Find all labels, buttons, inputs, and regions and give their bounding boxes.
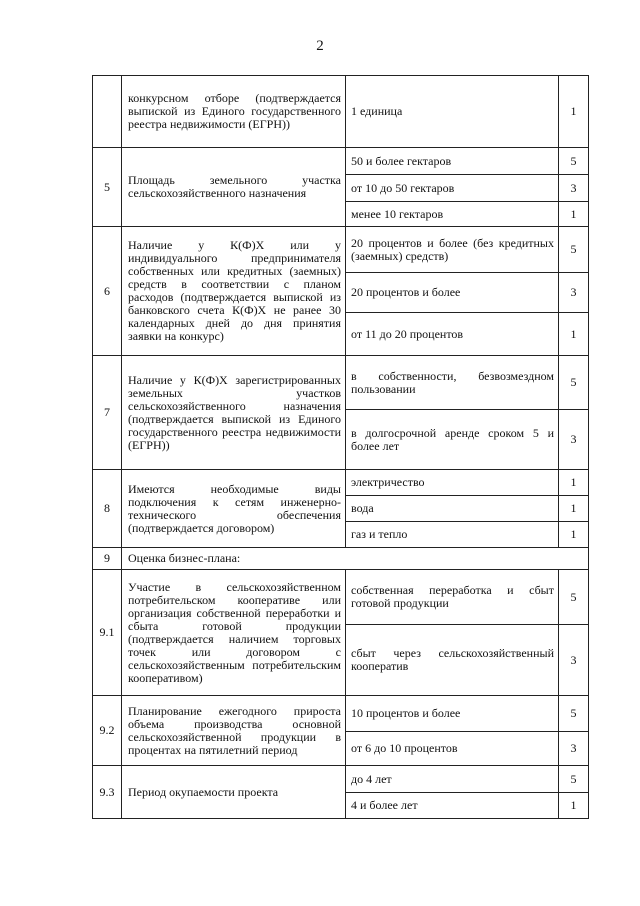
criterion-text: Имеются необходимые виды подключения к сетям инженерно-технического обеспечения (подтверждается договором)	[122, 470, 346, 548]
score-value: 1	[559, 522, 589, 548]
score-value: 1	[559, 496, 589, 522]
table-row	[93, 570, 589, 625]
score-value: 1	[559, 313, 589, 356]
row-number: 9.2	[93, 696, 122, 766]
criterion-text: Планирование ежегодного прироста объема производства основной сельскохозяйственной продукции в процентах на пятилетний период	[122, 696, 346, 766]
condition-text: 10 процентов и более	[346, 696, 559, 732]
score-value: 1	[559, 793, 589, 819]
score-value: 3	[559, 273, 589, 313]
criteria-table-body	[93, 76, 589, 819]
criterion-text: Наличие у К(Ф)Х зарегистрированных земельных участков сельскохозяйственного назначения (подтверждается выпиской из Единого государственного реестра недвижимости (ЕГРН))	[122, 356, 346, 470]
condition-text: 4 и более лет	[346, 793, 559, 819]
criteria-table	[92, 75, 589, 819]
condition-text: в собственности, безвозмездном пользовании	[346, 356, 559, 410]
row-number: 9.1	[93, 570, 122, 696]
table-row	[93, 356, 589, 410]
score-value: 1	[559, 470, 589, 496]
criterion-text: Участие в сельскохозяйственном потребительском кооперативе или организация собственной переработки и сбыта готовой продукции (подтверждается наличием торговых точек или договором с сельскохозяйственным потребительским кооперативом)	[122, 570, 346, 696]
score-value: 5	[559, 766, 589, 793]
score-value: 5	[559, 696, 589, 732]
score-value: 3	[559, 175, 589, 202]
score-value: 1	[559, 202, 589, 227]
condition-text: 20 процентов и более	[346, 273, 559, 313]
condition-text: 1 единица	[346, 76, 559, 148]
condition-text: до 4 лет	[346, 766, 559, 793]
score-value: 5	[559, 356, 589, 410]
table-row	[93, 696, 589, 732]
criterion-text: Наличие у К(Ф)Х или у индивидуального предпринимателя собственных или кредитных (заемных) средств в соответствии с планом расходов (подтверждается выпиской из банковского счета К(Ф)Х не ранее 30 календарных дней до дня принятия заявки на конкурс)	[122, 227, 346, 356]
score-value: 3	[559, 732, 589, 766]
row-number: 5	[93, 148, 122, 227]
row-number: 8	[93, 470, 122, 548]
table-row	[93, 470, 589, 496]
page-number: 2	[316, 38, 324, 54]
row-number: 9	[93, 548, 122, 570]
row-number: 7	[93, 356, 122, 470]
score-value: 3	[559, 410, 589, 470]
row-number	[93, 76, 122, 148]
score-value: 5	[559, 570, 589, 625]
score-value: 5	[559, 148, 589, 175]
score-value: 1	[559, 76, 589, 148]
condition-text: от 11 до 20 процентов	[346, 313, 559, 356]
score-value: 3	[559, 625, 589, 696]
row-number: 9.3	[93, 766, 122, 819]
condition-text: газ и тепло	[346, 522, 559, 548]
criterion-text: Период окупаемости проекта	[122, 766, 346, 819]
condition-text: 20 процентов и более (без кредитных (заемных) средств)	[346, 227, 559, 273]
table-row	[93, 766, 589, 793]
criterion-text: Площадь земельного участка сельскохозяйственного назначения	[122, 148, 346, 227]
condition-text: в долгосрочной аренде сроком 5 и более лет	[346, 410, 559, 470]
condition-text: электричество	[346, 470, 559, 496]
condition-text: вода	[346, 496, 559, 522]
row-number: 6	[93, 227, 122, 356]
table-row	[93, 227, 589, 273]
condition-text: 50 и более гектаров	[346, 148, 559, 175]
criterion-text: конкурсном отборе (подтверждается выпиской из Единого государственного реестра недвижимости (ЕГРН))	[122, 76, 346, 148]
table-row	[93, 76, 589, 148]
condition-text: собственная переработка и сбыт готовой продукции	[346, 570, 559, 625]
table-row	[93, 548, 589, 570]
section-title: Оценка бизнес-плана:	[122, 548, 589, 570]
score-value: 5	[559, 227, 589, 273]
table-row	[93, 148, 589, 175]
condition-text: от 10 до 50 гектаров	[346, 175, 559, 202]
condition-text: менее 10 гектаров	[346, 202, 559, 227]
condition-text: сбыт через сельскохозяйственный кооператив	[346, 625, 559, 696]
condition-text: от 6 до 10 процентов	[346, 732, 559, 766]
